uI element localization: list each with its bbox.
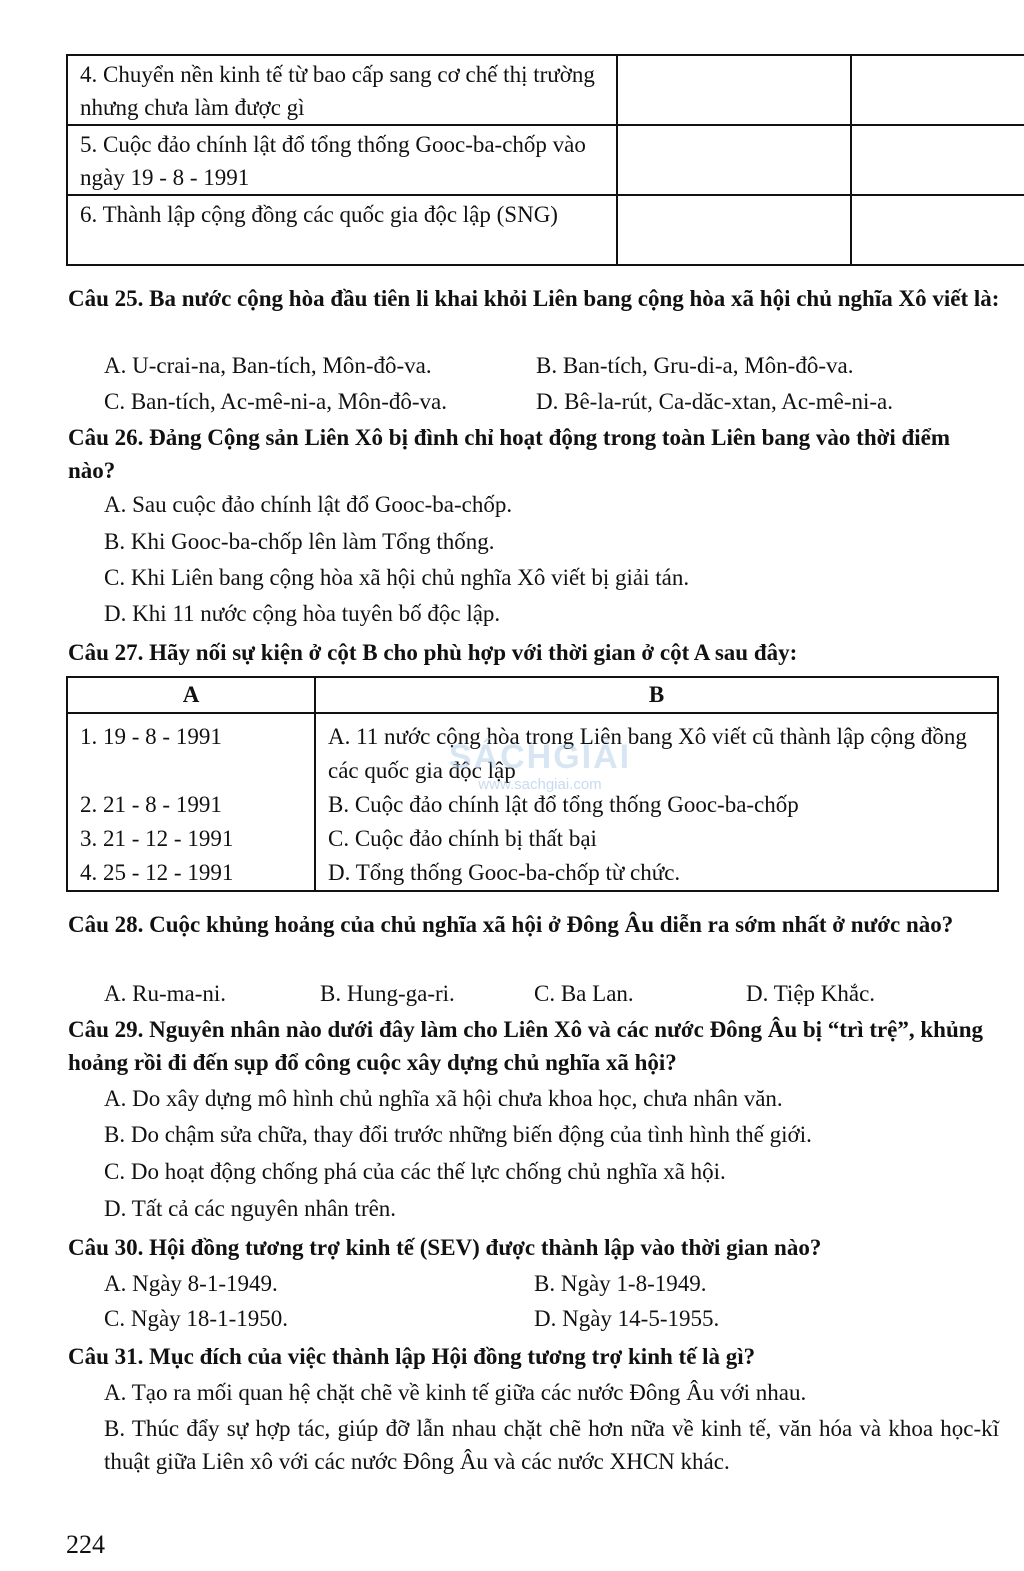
question-26-option-d: D. Khi 11 nước cộng hòa tuyên bố độc lập. — [104, 601, 501, 626]
question-29-option-d: D. Tất cả các nguyên nhân trên. — [104, 1196, 397, 1221]
question-25-option-d: D. Bê-la-rút, Ca-dăc-xtan, Ac-mê-ni-a. — [536, 389, 893, 414]
question-25-option-a: A. U-crai-na, Ban-tích, Môn-đô-va. — [104, 353, 432, 378]
question-28-option-a: A. Ru-ma-ni. — [104, 981, 227, 1006]
answer-cell — [851, 195, 1024, 265]
question-30-option-b: B. Ngày 1-8-1949. — [534, 1271, 707, 1296]
question-26-option-c: C. Khi Liên bang cộng hòa xã hội chủ nghĩa Xô viết bị giải tán. — [104, 565, 690, 590]
page-number: 224 — [66, 1530, 105, 1559]
question-30-option-c: C. Ngày 18-1-1950. — [104, 1306, 288, 1331]
question-30-option-d: D. Ngày 14-5-1955. — [534, 1306, 720, 1331]
continuation-table — [66, 54, 1024, 266]
answer-cell — [617, 195, 851, 265]
table-row — [67, 55, 1024, 125]
question-29-option-c: C. Do hoạt động chống phá của các thế lực chống chủ nghĩa xã hội. — [104, 1159, 726, 1184]
question-26-title: Câu 26. Đảng Cộng sản Liên Xô bị đình chỉ hoạt động trong toàn Liên bang vào thời điểm nào? — [68, 425, 951, 483]
table-header-row — [67, 677, 998, 713]
table-cell: 4. Chuyển nền kinh tế từ bao cấp sang cơ chế thị trường nhưng chưa làm được gì — [67, 55, 617, 125]
question-27-title: Câu 27. Hãy nối sự kiện ở cột B cho phù hợp với thời gian ở cột A sau đây: — [68, 640, 798, 665]
date-cell: 3. 21 - 12 - 1991 — [67, 822, 315, 856]
question-30-option-a: A. Ngày 8-1-1949. — [104, 1271, 278, 1296]
answer-cell — [851, 55, 1024, 125]
answer-cell — [617, 125, 851, 195]
table-row — [67, 713, 998, 788]
column-a-header: A — [67, 677, 315, 713]
question-29-option-b: B. Do chậm sửa chữa, thay đổi trước những biến động của tình hình thế giới. — [104, 1122, 812, 1147]
table-row — [67, 195, 1024, 265]
table-cell: 5. Cuộc đảo chính lật đổ tổng thống Gooc-ba-chốp vào ngày 19 - 8 - 1991 — [67, 125, 617, 195]
table-row — [67, 788, 998, 822]
question-28-option-d: D. Tiệp Khắc. — [746, 981, 876, 1006]
question-30-title: Câu 30. Hội đồng tương trợ kinh tế (SEV) được thành lập vào thời gian nào? — [68, 1235, 822, 1260]
question-31-title: Câu 31. Mục đích của việc thành lập Hội đồng tương trợ kinh tế là gì? — [68, 1344, 756, 1369]
question-28-option-b: B. Hung-ga-ri. — [320, 981, 455, 1006]
question-31-option-a: A. Tạo ra mối quan hệ chặt chẽ về kinh tế giữa các nước Đông Âu với nhau. — [104, 1380, 807, 1405]
date-cell: 1. 19 - 8 - 1991 — [67, 713, 315, 788]
question-26-option-a: A. Sau cuộc đảo chính lật đổ Gooc-ba-chốp. — [104, 492, 513, 517]
date-cell: 4. 25 - 12 - 1991 — [67, 856, 315, 891]
event-cell: A. 11 nước cộng hòa trong Liên bang Xô viết cũ thành lập cộng đồng các quốc gia độc lập — [315, 713, 998, 788]
question-25-option-b: B. Ban-tích, Gru-di-a, Môn-đô-va. — [536, 353, 854, 378]
table-row — [67, 125, 1024, 195]
question-29-title: Câu 29. Nguyên nhân nào dưới đây làm cho Liên Xô và các nước Đông Âu bị “trì trệ”, khủng hoảng rồi đi đến sụp đổ công cuộc xây dựng chủ nghĩa xã hội? — [68, 1017, 984, 1075]
answer-cell — [851, 125, 1024, 195]
question-28-title: Câu 28. Cuộc khủng hoảng của chủ nghĩa xã hội ở Đông Âu diễn ra sớm nhất ở nước nào? — [68, 912, 954, 937]
table-row — [67, 856, 998, 891]
watermark-url: www.sachgiai.com — [478, 776, 602, 793]
watermark-brand: SÁCHGIẢI — [448, 738, 632, 776]
table-row — [67, 822, 998, 856]
event-cell: B. Cuộc đảo chính lật đổ tổng thống Gooc-ba-chốp — [315, 788, 998, 822]
question-31-option-b: B. Thúc đẩy sự hợp tác, giúp đỡ lẫn nhau chặt chẽ hơn nữa về kinh tế, văn hóa và khoa học-kĩ thuật giữa Liên xô với các nước Đông Âu và các nước XHCN khác. — [104, 1416, 999, 1474]
question-29-option-a: A. Do xây dựng mô hình chủ nghĩa xã hội chưa khoa học, chưa nhân văn. — [104, 1086, 783, 1111]
question-25-option-c: C. Ban-tích, Ac-mê-ni-a, Môn-đô-va. — [104, 389, 447, 414]
answer-cell — [617, 55, 851, 125]
column-b-header: B — [315, 677, 998, 713]
event-cell: C. Cuộc đảo chính bị thất bại — [315, 822, 998, 856]
question-25-title: Câu 25. Ba nước cộng hòa đầu tiên li khai khỏi Liên bang cộng hòa xã hội chủ nghĩa Xô viết là: — [68, 286, 1000, 311]
event-cell: D. Tổng thống Gooc-ba-chốp từ chức. — [315, 856, 998, 891]
date-cell: 2. 21 - 8 - 1991 — [67, 788, 315, 822]
matching-table — [66, 676, 999, 892]
table-cell: 6. Thành lập cộng đồng các quốc gia độc lập (SNG) — [67, 195, 617, 265]
question-26-option-b: B. Khi Gooc-ba-chốp lên làm Tổng thống. — [104, 529, 495, 554]
question-28-option-c: C. Ba Lan. — [534, 981, 634, 1006]
